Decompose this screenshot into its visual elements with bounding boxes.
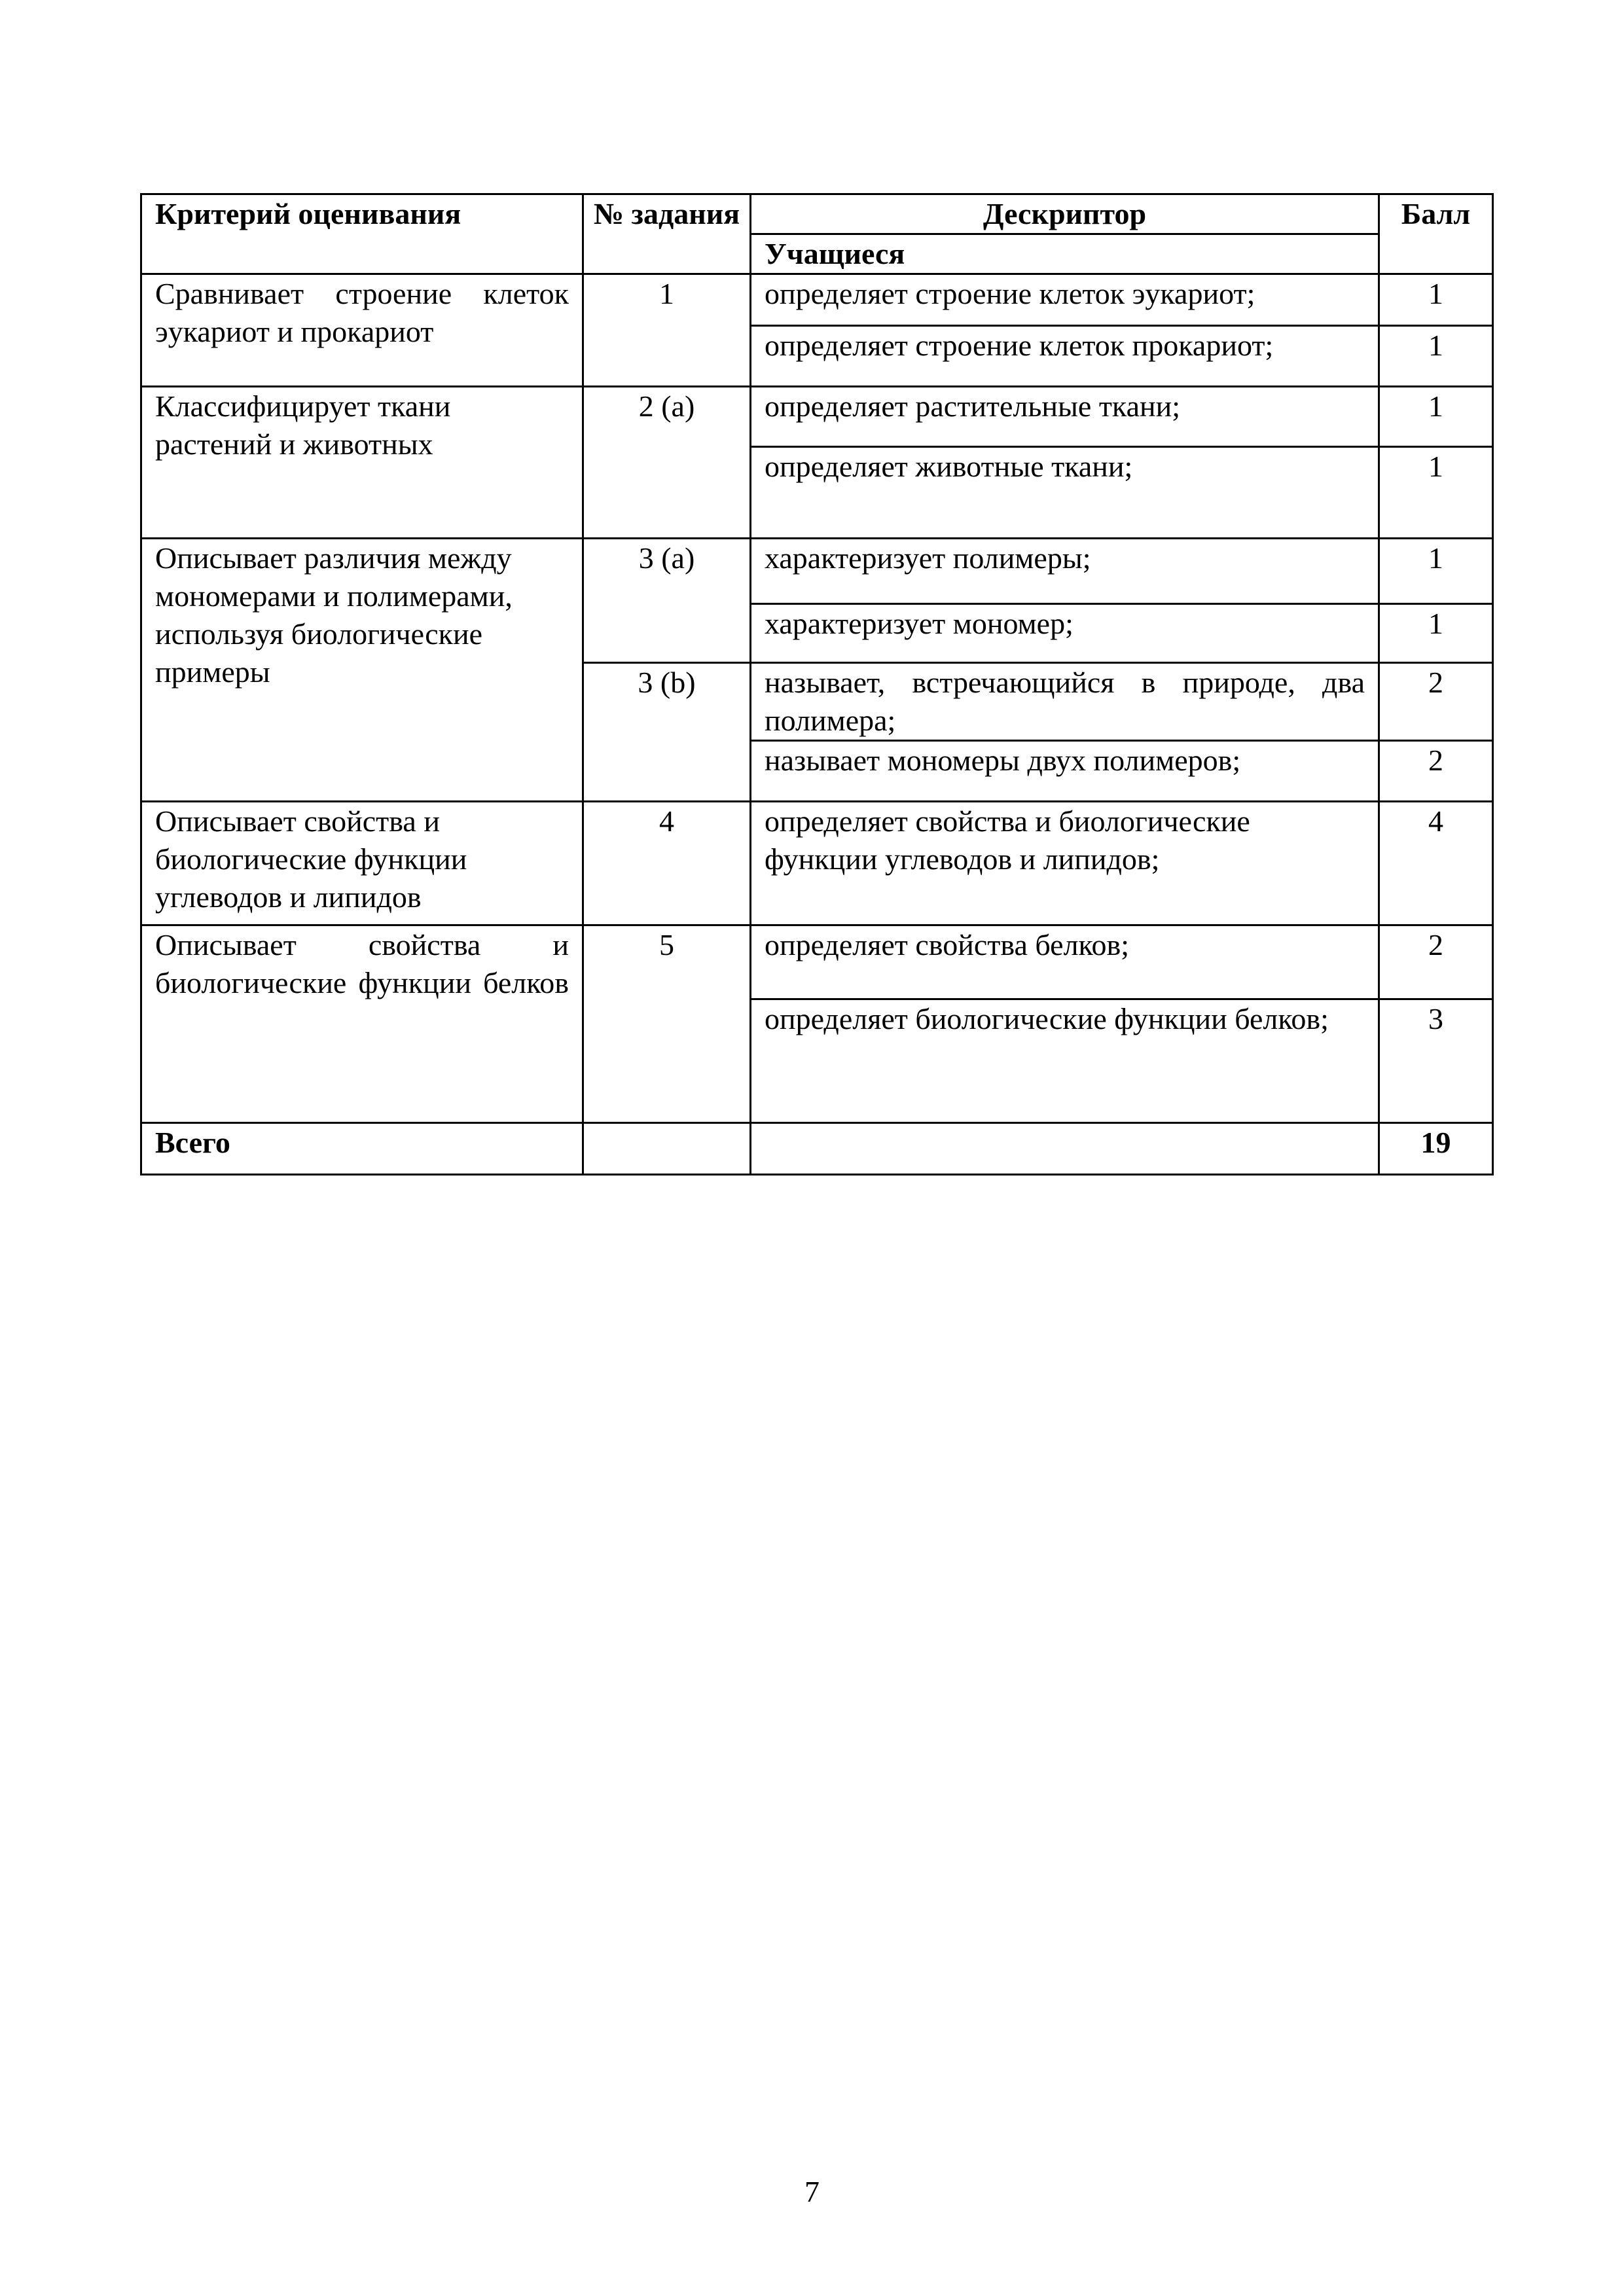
total-label: Всего <box>141 1123 583 1175</box>
score-cell: 4 <box>1379 802 1493 925</box>
criterion-cell: Описывает свойства и биологические функции белков <box>141 925 583 1123</box>
descriptor-cell: характеризует мономер; <box>751 604 1379 663</box>
score-header: Балл <box>1379 194 1493 274</box>
table-row <box>141 539 1493 604</box>
descriptor-cell: определяет строение клеток эукариот; <box>751 274 1379 326</box>
total-descriptor-cell <box>751 1123 1379 1175</box>
criterion-cell: Описывает свойства и биологические функции углеводов и липидов <box>141 802 583 925</box>
score-cell: 1 <box>1379 539 1493 604</box>
descriptor-cell: определяет биологические функции белков; <box>751 999 1379 1123</box>
descriptor-header: Дескриптор <box>751 194 1379 234</box>
criterion-header: Критерий оценивания <box>141 194 583 274</box>
descriptor-cell: определяет животные ткани; <box>751 447 1379 539</box>
score-cell: 3 <box>1379 999 1493 1123</box>
table-row <box>141 387 1493 447</box>
descriptor-cell: называет мономеры двух полимеров; <box>751 741 1379 802</box>
task-number-cell: 5 <box>583 925 751 1123</box>
descriptor-cell: определяет свойства и биологические функции углеводов и липидов; <box>751 802 1379 925</box>
task-number-header: № задания <box>583 194 751 274</box>
table-row <box>141 925 1493 999</box>
total-score: 19 <box>1379 1123 1493 1175</box>
descriptor-cell: называет, встречающийся в природе, два полимера; <box>751 663 1379 741</box>
score-cell: 1 <box>1379 326 1493 387</box>
score-cell: 1 <box>1379 387 1493 447</box>
descriptor-cell: определяет свойства белков; <box>751 925 1379 999</box>
descriptor-cell: характеризует полимеры; <box>751 539 1379 604</box>
task-number-cell: 4 <box>583 802 751 925</box>
table-total-row <box>141 1123 1493 1175</box>
task-number-cell: 2 (a) <box>583 387 751 539</box>
descriptor-subheader: Учащиеся <box>751 234 1379 274</box>
table-row <box>141 802 1493 925</box>
task-number-cell: 1 <box>583 274 751 387</box>
task-number-cell: 3 (a) <box>583 539 751 663</box>
criterion-cell: Сравнивает строение клеток эукариот и прокариот <box>141 274 583 387</box>
criterion-cell: Классифицирует ткани растений и животных <box>141 387 583 539</box>
descriptor-cell: определяет растительные ткани; <box>751 387 1379 447</box>
score-cell: 2 <box>1379 663 1493 741</box>
table-row <box>141 274 1493 326</box>
page-number: 7 <box>804 2175 820 2208</box>
score-cell: 1 <box>1379 447 1493 539</box>
descriptor-cell: определяет строение клеток прокариот; <box>751 326 1379 387</box>
table-header-row <box>141 194 1493 234</box>
task-number-cell: 3 (b) <box>583 663 751 802</box>
score-cell: 2 <box>1379 741 1493 802</box>
total-task-cell <box>583 1123 751 1175</box>
score-cell: 1 <box>1379 274 1493 326</box>
score-cell: 2 <box>1379 925 1493 999</box>
score-cell: 1 <box>1379 604 1493 663</box>
assessment-rubric-table <box>140 193 1494 1175</box>
criterion-cell: Описывает различия между мономерами и полимерами, используя биологические примеры <box>141 539 583 802</box>
